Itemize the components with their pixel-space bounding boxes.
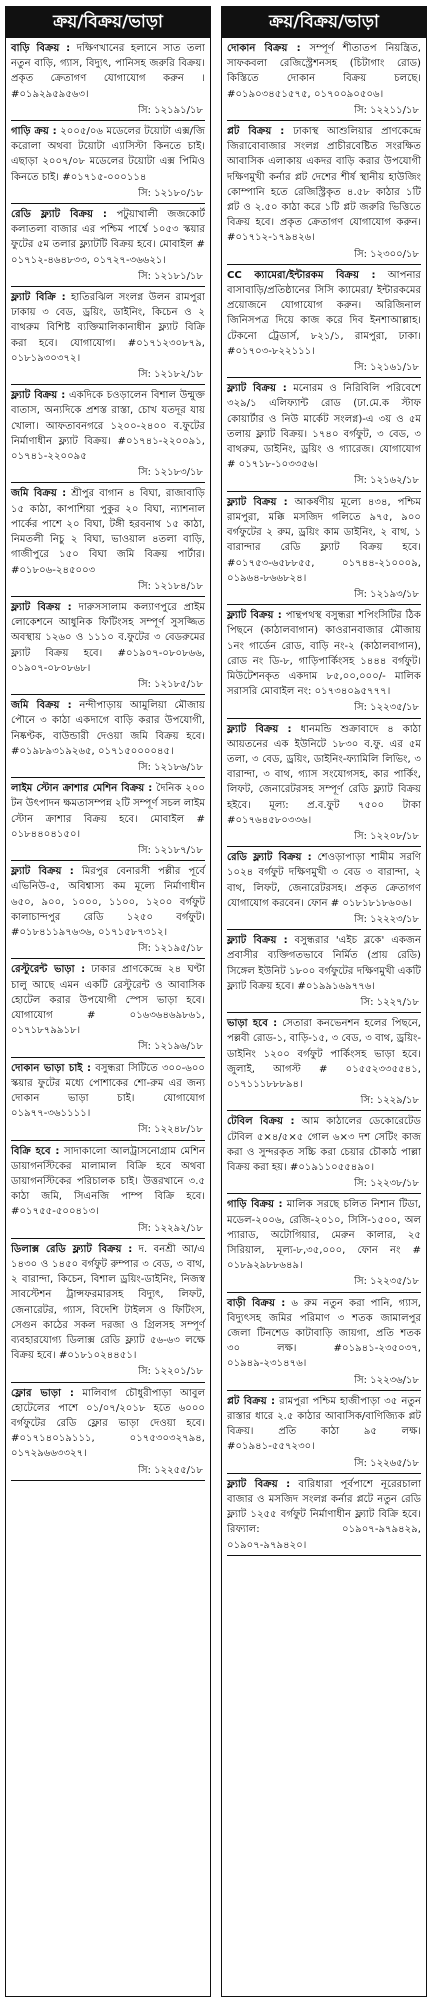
ad-text bbox=[227, 1477, 421, 1553]
ad-text bbox=[11, 698, 205, 759]
ad-text bbox=[11, 124, 205, 185]
ad-text bbox=[227, 608, 421, 699]
ad-reference-code: সি: ১২২১১/১৮ bbox=[354, 104, 419, 116]
ad-title: ভাড়া হবে : bbox=[227, 1018, 278, 1030]
ad-divider bbox=[227, 1555, 421, 1556]
ad-title: ডিলাক্স রেডি ফ্ল্যাট বিক্রয় : bbox=[11, 1243, 133, 1255]
ad-body: সম্পূর্ণ শীতাতপ নিয়ন্ত্রিত, সাফকবলা রেজিস্ট্রেশনসহ (চিটাগাং রোড) কিস্তিতে দোকান বিক্রয় চলছে। #০১৯০৩৪৫১৫৭৫, ০১৭০০৯০৫০৬। bbox=[227, 43, 421, 100]
ad-body: শেওড়াপাড়া শামীম সরণি ১০২৪ বর্গফুট দক্ষিণমুখী ৩ বেড ৩ বারান্দা, ২ বাথ, লিফট, জেনারেটরসহ। প্রকৃত ক্রেতাগণ যোগাযোগ করবেন। ফোন # ০১৮১৮১৮৬০৬। bbox=[227, 852, 421, 909]
classified-ad bbox=[227, 121, 421, 265]
ad-list bbox=[6, 38, 210, 1481]
ad-title: বাড়ী বিক্রয় : bbox=[227, 1297, 286, 1309]
ad-reference-code: সি: ১২১৮৬/১৮ bbox=[138, 761, 203, 773]
ad-title: প্লট বিক্রয় : bbox=[227, 126, 285, 138]
ad-reference-code: সি: ১২২৭/১৮ bbox=[360, 996, 419, 1008]
ad-title: জমি বিক্রয় : bbox=[11, 700, 72, 712]
ad-title: ফ্ল্যাট বিক্রয় : bbox=[227, 383, 287, 395]
ad-body: নন্দীপাড়ায় আমুলিয়া মৌজায় পৌনে ৩ কাঠা একদাগে বাড়ি করার উপযোগী, নিষ্কণ্টক, বাউন্ডারী দেওয়া জমি বিক্রয় হবে। #০১৯৮৯৩১৯২৬৫, ০১৭১৫০০০০৪৫। bbox=[11, 700, 205, 757]
ad-body: বসুন্ধরার 'এইচ ব্লকে' একজন প্রবাসীর ব্যক্তিগতভাবে নির্মিত (প্রায় রেডি) সিঙ্গেল ইউনিট ১৮০০ বর্গফুটের দক্ষিণমুখী একটি ফ্ল্যাট বিক্রয় হবে। #০১৯৯১৬৯৭৭৬। bbox=[227, 935, 421, 992]
ad-body: ধানমন্ডি শুক্রাবাদে ৪ কাঠা আয়তনের এক ইউনিটে ১৮৩০ ব.ফু. এর ৫ম তলা, ৩ বেড, ড্রয়িং, ডাইনিং-ফ্যামিলি লিভিং, ৩ বারান্দা, ৩ বাথ, গ্যাস সংযোগসহ, কার পার্কিং, লিফট, জেনারেটরসহ সম্পূর্ণ রেডি ফ্ল্যাট বিক্রয় হইবে। মূল্য: প্র.ব.ফুট ৭৫০০ টাকা #০১৭৬৪৫৮০৩৩৬। bbox=[227, 723, 421, 826]
classified-ad bbox=[11, 597, 205, 695]
ad-title: দোকান ভাড়া চাই : bbox=[11, 1062, 92, 1074]
classified-ad bbox=[227, 1194, 421, 1292]
ad-reference-code: সি: ১২৩০০/১৮ bbox=[354, 248, 419, 260]
classified-ad bbox=[227, 605, 421, 718]
ad-title: ফ্ল্যাট বিক্রয় : bbox=[11, 601, 72, 613]
classified-ad bbox=[227, 492, 421, 605]
ad-body: আপনার বাসাবাড়ি/প্রতিষ্ঠানের সিসি ক্যামেরা/ ইন্টারকমের প্রয়োজনে যোগাযোগ করুন। অরিজিনাল জিনিসপত্র দিয়ে কাজ করে দিব ইনশাআল্লাহ। টেকনো ট্রেডার্স, ৮২১/১, রামপুরা, ঢাকা। #০১৭০৩-৮২২১১১। bbox=[227, 269, 421, 357]
ad-body: সাদাকালো আলট্রাসনোগ্রাম মেশিন ডায়াগনস্টিকের মালামাল বিক্রি হবে অথবা ডায়াগনস্টিকের পরিচালক চাই। উত্তরখানে ৩.৫ কাঠা জমি, সিএনজি পাম্প বিক্রি হবে। #০১৭৫৫-৫০০৪১৩। bbox=[11, 1145, 205, 1218]
classified-ad bbox=[11, 385, 205, 483]
ad-body: পান্থপথস্থ বসুন্ধরা শপিংসিটির ঠিক পিছনে (কাঠালবাগান) কাওরানবাজার মৌজায় ১নং গার্ডেন রোড, বাড়ি নং-২ (কাঠালবাগান), রোড নং ডি-৮, গাড়িপার্কিংসহ ১৪৪৪ বর্গফুট। মিউটেশনকৃত একদাম ৮৫,০০,০০০/- মালিক সরাসরি মোবাইল নং: ০১৭৩৪০৯৫৭৭৭। bbox=[227, 610, 421, 698]
ad-reference-code: সি: ১২১৯৫/১৮ bbox=[138, 943, 203, 955]
ad-reference-code: সি: ১২২০৮/১৮ bbox=[354, 830, 419, 842]
ad-title: ফ্ল্যাট বিক্রয় : bbox=[227, 723, 292, 735]
classified-ad bbox=[11, 1239, 205, 1383]
classified-ad bbox=[11, 121, 205, 204]
ad-text bbox=[227, 1197, 421, 1273]
ad-reference-code: সি: ১২২৩৮/১৮ bbox=[354, 1178, 419, 1190]
ad-text bbox=[227, 722, 421, 828]
classified-ad bbox=[11, 287, 205, 385]
ad-text bbox=[11, 41, 205, 102]
classified-ad bbox=[227, 1391, 421, 1474]
ad-title: গাড়ি ক্রয় : bbox=[11, 126, 57, 138]
ad-body: আম কাঠালের ডেকোরেটেড টেবিল ৫×৪/৫×৫ গোল ৬×৩ দশ সেটিং কাজ করা ও সুন্দরকৃত সচ্চি করা চেয়ার চৌকাঠ পাল্লা বিক্রয় করা হয়। #০১৯১১০৫৫৪৯০। bbox=[227, 1116, 421, 1174]
classified-ad bbox=[227, 847, 421, 930]
ad-body: হাতিরঝিল সংলগ্ন উলন রামপুরা ঢাকায় ৩ বেড, ড্রয়িং, ডাইনিং, কিচেন ও ২ বাথরুম বিশিষ্ট ব্যক্তিমালিকানাধীন ফ্ল্যাট বিক্রি করা হবে। যোগাযোগ। #০১৭১২৩০৮৭৯, ০১৮১৯৩০৩৭২। bbox=[11, 292, 205, 364]
classified-ad bbox=[227, 378, 421, 491]
ad-reference-code: সি: ১২১৮১/১৮ bbox=[138, 270, 203, 282]
classified-ad bbox=[11, 695, 205, 778]
ad-text bbox=[227, 268, 421, 359]
classified-ad bbox=[227, 265, 421, 378]
ad-body: মালিবাগ চৌধুরীপাড়া আবুল হোটেলের পাশে ০১/০৭/২০১৮ হতে ৬০০০ বর্গফুটের রেডি ফ্লোর ভাড়া দেওয়া হবে। #০১৭১৪০১৯১১১, ০১৭৫৩০৩২৭৯৪, ০১৭২৯৬৬৩৩২৭। bbox=[11, 1387, 205, 1460]
ad-reference-code: সি: ১২২৫৫/১৮ bbox=[138, 1464, 203, 1476]
classified-ad bbox=[11, 483, 205, 596]
ad-text bbox=[227, 1114, 421, 1175]
ad-text bbox=[11, 388, 205, 464]
classified-ad bbox=[227, 930, 421, 1013]
ad-title: লাইম স্টোন ক্রাশার মেশিন বিক্রয় : bbox=[11, 783, 153, 795]
ad-body: ৬ রুম নতুন করা পানি, গ্যাস, বিদ্যুৎসহ জমির পরিমাণ ৩ শতক জামালপুর জেলা টিনশেড কাটাবাড়ি জায়গা, প্রতি শতক ৩০ লক্ষ। #০১৯৪১-২৩৫০৩৭, ০১৯৪৯-২৩১৪৭৬। bbox=[227, 1297, 421, 1370]
ad-reference-code: সি: ১২১৮২/১৮ bbox=[138, 369, 203, 381]
ad-reference-code: সি: ১২২৪৮/১৮ bbox=[138, 1124, 203, 1136]
ad-text bbox=[11, 1144, 205, 1220]
ad-body: ঢাকার প্রাণকেন্দ্রে ২৪ ঘণ্টা চালু আছে এমন একটি রেস্টুরেন্ট ও আবাসিক হোটেল করার উপযোগী স্পেস ভাড়া হবে। যোগাযোগ # ০১৬৩৬৪৬৯৮৬১, ০১৭১৮৭৯৯১৮। bbox=[11, 964, 205, 1037]
ad-title: রেডি ফ্ল্যাট বিক্রয় : bbox=[227, 852, 312, 864]
ad-text bbox=[227, 495, 421, 586]
ad-title: বিক্রি হবে : bbox=[11, 1145, 60, 1157]
ad-body: আকর্ষণীয় মূল্যে ৪৩৪, পশ্চিম রামপুরা, মক্কি মসজিদ গলিতে ৯৭৫, ৯০০ বর্গফুটের ২ রুম, ড্রয়িং কাম ডাইনিং, ২ বাথ, ১ বারান্দার রেডি ফ্ল্যাট বিক্রয় হবে। #০১৭৫৩-৬৫৮৮৫৫, ০১৭৪৪-২১০০০৯, ০১৯৬৪-৮৬৬৮২৪। bbox=[227, 496, 421, 584]
classified-ad bbox=[11, 1141, 205, 1239]
ad-body: মালিক সরছে চলিত নিশান টিডা, মডেল-২০০৬, রেজি-২০১০, সিসি-১৫০০, অল প্যারাড, অটোগিয়ার, মেরুন কালার, ২৫ সিরিয়াল, মূল্য-৮,৩৫,০০০, ফোন নং # ০১৮৯২৯৮৮৬৪৯। bbox=[227, 1199, 421, 1272]
ad-body: ২০০৫/০৬ মডেলের টয়োটা এক্স/জি করোলা অথবা টয়োটা এ্যাসিস্টা কিনতে চাই। এছাড়া ২০০৭/০৮ মডেলের টয়োটা এক্স পিমিও কিনতে চাই। #০১৭১৫-০০০১১৪ bbox=[11, 126, 205, 183]
ad-reference-code: সি: ১২২২৩/১৮ bbox=[354, 913, 419, 925]
classified-ad bbox=[227, 1293, 421, 1391]
ad-reference-code: সি: ১২২৯/১৮ bbox=[360, 1095, 419, 1107]
ad-text bbox=[227, 124, 421, 246]
ad-reference-code: সি: ১২২৩৫/১৮ bbox=[354, 702, 419, 714]
ad-reference-code: সি: ১২১৯১/১৮ bbox=[138, 104, 203, 116]
ad-text bbox=[227, 1016, 421, 1092]
ad-text bbox=[227, 1296, 421, 1372]
ad-reference-code: সি: ১২১৯৩/১৮ bbox=[354, 588, 419, 600]
ad-text bbox=[11, 781, 205, 842]
ad-title: টেবিল বিক্রয় : bbox=[227, 1116, 295, 1128]
classifieds-column-left bbox=[5, 6, 211, 1997]
ad-body: দৈনিক ২০০ টন উৎপাদন ক্ষমতাসম্পন্ন ২টি সম্পূর্ণ সচল লাইম স্টোন ক্রাশার বিক্রয় হবে। মোবাইল # ০১৮৪৪০৪১৫০। bbox=[11, 783, 205, 840]
ad-text bbox=[227, 41, 421, 102]
ad-title: ফ্ল্যাট বিক্রয় : bbox=[11, 390, 66, 402]
ad-title: CC ক্যামেরা/ইন্টারকম বিক্রয় : bbox=[227, 269, 376, 281]
ad-title: গাড়ি বিক্রয় : bbox=[227, 1199, 283, 1211]
ad-title: ফ্লোর ভাড়া : bbox=[11, 1387, 74, 1399]
ad-title: রেস্টুরেন্ট ভাড়া : bbox=[11, 964, 86, 976]
classified-ad bbox=[11, 1383, 205, 1481]
column-header: ক্রয়/বিক্রয়/ভাড়া bbox=[222, 7, 426, 38]
ad-title: ফ্ল্যাট বিক্রয় : bbox=[227, 610, 282, 622]
ad-reference-code: সি: ১২২৯২/১৮ bbox=[138, 1222, 203, 1234]
classified-ad bbox=[227, 38, 421, 121]
ad-reference-code: সি: ১২১৮৪/১৮ bbox=[138, 580, 203, 592]
ad-reference-code: সি: ১২২০১/১৮ bbox=[138, 1366, 203, 1378]
ad-reference-code: সি: ১২১৮৫/১৮ bbox=[138, 678, 203, 690]
ad-body: বারিধারা পূর্বপাশে নূরেরচালা বাজার ও মসজিদ সংলগ্ন কর্নার প্লটে নতুন রেডি ফ্ল্যাট ১২৫৫ বর্গফুট নির্মাণাধীন ফ্ল্যাট বিক্রি হবে। রিফ্যাল: ০১৯০৭-৯৭৯৪২৯, ০১৯০৭-৯৭৯৪২০। bbox=[227, 1478, 421, 1551]
ad-body: ঢাকাস্থ আশুলিয়ার প্রাণকেন্দ্রে জিরাবোবাজার সংলগ্ন প্রাচীরবেষ্টিত সংরক্ষিত আবাসিক এলাকায় একদর বাড়ি করার উপযোগী দক্ষিণমুখী কর্নার প্লট দেশের শীর্ষ স্থানীয় হাউজিং কোম্পানি হতে রেজিস্ট্রিকৃত ৪.৫৮ কাঠার ১টি প্লট ও ২.৫০ কাঠা করে ১টি প্লট জরুরি ভিত্তিতে বিক্রয় হবে। প্রকৃত ক্রেতাগণ যোগাযোগ করুন। #০১৭১২-১৭৯৪২৬। bbox=[227, 126, 421, 244]
column-header: ক্রয়/বিক্রয়/ভাড়া bbox=[6, 7, 210, 38]
ad-reference-code: সি: ১২২৩৬/১৮ bbox=[354, 1374, 419, 1386]
classified-ad bbox=[11, 1058, 205, 1141]
ad-body: পটুয়াখালী জজকোর্ট কলাতলা বাজার এর পশ্চিম পার্শ্বে ১০৫৩ স্কয়ার ফুটের ৫ম তলার ফ্ল্যাটটি বিক্রয় হবে। মোবাইল # ০১৭১২-৪৬৪৮৩৩, ০১৭২৭-৩৬৬২১। bbox=[11, 209, 205, 266]
ad-text bbox=[11, 600, 205, 676]
ad-reference-code: সি: ১২১৬২/১৮ bbox=[354, 475, 419, 487]
classified-ad bbox=[227, 719, 421, 848]
ad-text bbox=[11, 1242, 205, 1364]
ad-text bbox=[227, 1394, 421, 1455]
classified-ad bbox=[11, 38, 205, 121]
ad-body: দারুসসালাম কল্যাণপুরে প্রাইম লোকেশনে আধুনিক ফিটিংসহ সম্পূর্ণ সুসজ্জিত অবস্থায় ১২৬০ ও ১১১০ ব.ফুটের ৩ বেডরুমের ফ্ল্যাট বিক্রয় হবে। #০১৯০৭-০৮০৮৬৬, ০১৯০৭-০৮০৮৬৮। bbox=[11, 601, 205, 674]
ad-body: রামপুরা পশ্চিম হাজীপাড়া ৩৫ নতুন রাস্তার ধারে ২.৫ কাঠার আবাসিক/বাণিজ্যিক প্লট বিক্রয়। প্রতি কাঠা ৯৫ লক্ষ। #০১৯৪১-৫৫৭২৩০। bbox=[227, 1395, 421, 1453]
ad-text bbox=[11, 1061, 205, 1122]
ad-body: শ্রীপুর বাগান ৪ বিঘা, রাজাবাড়ি ১৫ কাঠা, কাপাশিয়া পুকুর ২০ বিঘা, ন্যাশনাল পার্কের পাশে ২০ বিঘা, টঙ্গী হরবনাথ ১৫ কাঠা, নিমতলী নিচু ২ বিঘা, ভাওয়াল ৪তলা বাড়ি, গাজীপুরে ১৫০ বিঘা জমি বিক্রয় পার্টার। #০১৮০৬-২৪৫০০৩ bbox=[11, 488, 205, 576]
ad-title: বাড়ি বিক্রয় : bbox=[11, 43, 71, 54]
ad-reference-code: সি: ১২১৮০/১৮ bbox=[138, 187, 203, 199]
ad-body: বসুন্ধরা সিটিতে ৩০০-৬০০ স্কয়ার ফুটের মধ্যে পোশাকের শো-রুম এর জন্য দোকান ভাড়া চাই। যোগাযোগ ০১৯৭৭-৩৬১১১১। bbox=[11, 1062, 205, 1120]
classified-ad bbox=[227, 1013, 421, 1111]
ad-text bbox=[227, 381, 421, 472]
ad-body: মনোরম ও নিরিবিলি পরিবেশে ৩২৯/১ এলিফ্যান্ট রোড (ঢা.মে.ক স্টাফ কোয়ার্টার ও নিউ মার্কেট সংলগ্ন)-এ ৩য় ও ৫ম তলায় ফ্ল্যাট বিক্রয়। ১৭৪০ বর্গফুট, ৩ বেড, ৩ বাথরুম, ডাইনিং, ড্রয়িং ও গ্যারেজ। যোগাযোগ # ০১৭১৮-১০৩৩৫৬। bbox=[227, 383, 421, 471]
classified-ad bbox=[227, 1474, 421, 1556]
ad-text bbox=[227, 933, 421, 994]
ad-body: মিরপুর বেনারসী পল্লীর পূর্বে এভিনিউ-৫, অবিশ্বাস্য কম মূল্যে নির্মাণাধীন ৬৫০, ৯০০, ১০০০, ১১০০, ১২০০ বর্গফুট কালাচান্দপুর রেডি ১২৫০ বর্গফুট। #০১৮৪১১৯৭৬৩৬, ০১৭১৫৮৭৩১২। bbox=[11, 866, 205, 938]
ad-title: ফ্ল্যাট বিক্রয় : bbox=[227, 935, 288, 947]
ad-body: দ. বনশ্রী আ/এ ১৪৩০ ও ১৪৫০ বর্গফুট রুম্পার ৩ বেড, ৩ বাথ, ২ বারান্দা, কিচেন, বিশাল ড্রয়িং-ডাইনিং, নিজস্ব সাবস্টেশন ট্রান্সফরমারসহ বিদ্যুৎ, লিফট, জেনারেটর, গ্যাস, বিদেশি টাইলস ও ফিটিংস, সেগুন কাঠের সকল দরজা ও গ্রিলসহ সম্পূর্ণ ব্যবহারযোগ্য ডিলাক্স রেডি ফ্ল্যাট ৫৬-৬৩ লক্ষে বিক্রয় হবে। #০১৮১০২৪৪৫১। bbox=[11, 1243, 205, 1362]
ad-text bbox=[11, 486, 205, 577]
ad-title: রেডি ফ্ল্যাট বিক্রয় : bbox=[11, 209, 107, 221]
ad-reference-code: সি: ১২১৮৭/১৮ bbox=[138, 844, 203, 856]
ad-body: একদিকে চওড়ালেন বিশাল উন্মুক্ত বাতাস, অন্যদিকে প্রশস্ত রাস্তা, চোখ যতদূর যায় খোলা। আফতাবনগরে ১২০০-২৪০০ ব.ফুটের নির্মাণাধীন ফ্ল্যাট বিক্রয়। #০১৭৪১-২২০০৯১, ০১৭৪১-২২০০৯৫ bbox=[11, 390, 205, 463]
classified-ad bbox=[11, 959, 205, 1057]
classifieds-column-right bbox=[221, 6, 427, 1997]
ad-body: দক্ষিণখানের হলানে সাত তলা নতুন বাড়ি, গ্যাস, বিদ্যুৎ, পানিসহ জরুরি বিক্রয়। প্রকৃত ক্রেতাগণ যোগাযোগ করুন ।#০১৯২৯৫৯৫৬৩। bbox=[11, 43, 205, 100]
ad-divider bbox=[11, 1480, 205, 1481]
classified-ad bbox=[227, 1111, 421, 1194]
ad-title: ফ্ল্যাট বিক্রয় : bbox=[227, 496, 288, 508]
ad-list bbox=[222, 38, 426, 1556]
ad-reference-code: সি: ১২১৮৩/১৮ bbox=[138, 467, 203, 479]
ad-body: সেতারা কনভেনশন হলের পিছনে, পল্লবী রোড-১, বাড়ি-১৫, ৩ বেড, ৩ বাথ, ড্রয়িং-ডাইনিং ১২০০ বর্গফুট পার্কিংসহ ভাড়া হবে। জুলাই, আগস্ট # ০১৫৫২৩৩৫৫৪১, ০১৭১১১৮৮৮৯৪। bbox=[227, 1018, 421, 1090]
ad-title: ফ্ল্যাট বিক্রয় : bbox=[11, 866, 74, 878]
ad-reference-code: সি: ১২২৬৫/১৮ bbox=[354, 1457, 419, 1469]
ad-title: ফ্ল্যাট বিক্রি : bbox=[11, 292, 66, 304]
ad-title: ফ্ল্যাট বিক্রয় : bbox=[227, 1478, 291, 1490]
ad-reference-code: সি: ১২১৯৬/১৮ bbox=[138, 1041, 203, 1053]
ad-reference-code: সি: ১২২৩৫/১৮ bbox=[354, 1276, 419, 1288]
ad-text bbox=[11, 962, 205, 1038]
ad-text bbox=[11, 290, 205, 366]
ad-title: দোকান বিক্রয় : bbox=[227, 43, 301, 54]
classified-ad bbox=[11, 778, 205, 861]
ad-text bbox=[227, 850, 421, 911]
ad-text bbox=[11, 1386, 205, 1462]
ad-title: জমি বিক্রয় : bbox=[11, 488, 67, 500]
ad-text bbox=[11, 207, 205, 268]
classified-ad bbox=[11, 861, 205, 959]
ad-reference-code: সি: ১২১৬১/১৮ bbox=[354, 362, 419, 374]
ad-title: প্লট বিক্রয় : bbox=[227, 1395, 276, 1407]
classified-ad bbox=[11, 204, 205, 287]
ad-text bbox=[11, 864, 205, 940]
